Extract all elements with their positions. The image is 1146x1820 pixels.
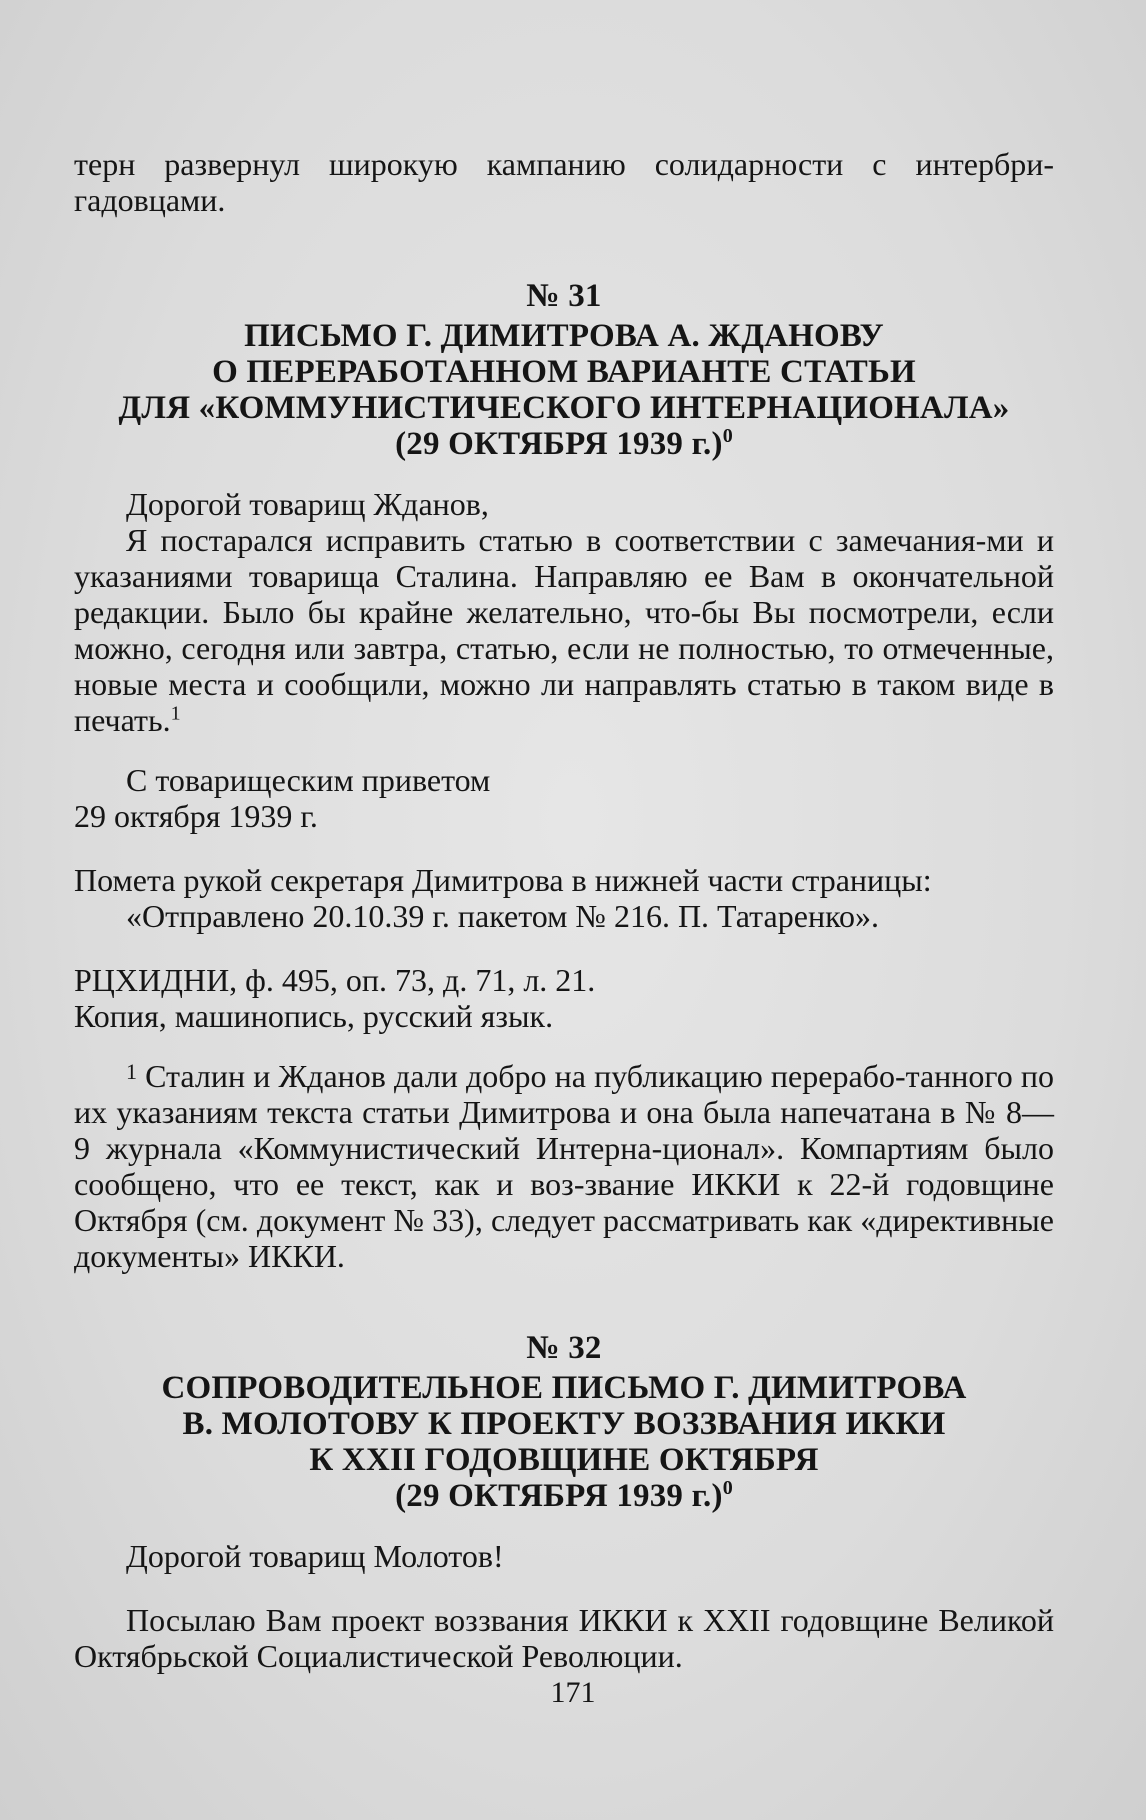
doc31-archive-ref: РЦХИДНИ, ф. 495, оп. 73, д. 71, л. 21. bbox=[74, 962, 596, 998]
doc32-title-line: В. МОЛОТОВУ К ПРОЕКТУ ВОЗЗВАНИЯ ИККИ bbox=[182, 1406, 946, 1442]
doc31-footnote: $^1$ Сталин и Жданов дали добро на публикацию перерабо-танного по их указаниям текста статьи Димитрова и она была напечатана в № 8—9 журнала «Коммунистический Интерна-ционал». Компартиям было сообщено, что ее текст, как и воз-звание ИККИ к 22-й годовщине Октября (см. документ № 33), следует рассматривать как «директивные документы» ИККИ. bbox=[74, 1058, 1055, 1274]
footnote-mark: 1 bbox=[126, 1059, 137, 1084]
doc31-note-text: «Отправлено 20.10.39 г. пакетом № 216. П. Татаренко». bbox=[126, 898, 879, 934]
doc32-title-date: (29 ОКТЯБРЯ 1939 г.)$^0$ bbox=[395, 1477, 733, 1514]
doc32-title-line: СОПРОВОДИТЕЛЬНОЕ ПИСЬМО Г. ДИМИТРОВА bbox=[161, 1370, 967, 1406]
doc32-title-line: К XXII ГОДОВЩИНЕ ОКТЯБРЯ bbox=[309, 1442, 819, 1478]
doc32-heading bbox=[74, 1330, 1054, 1514]
doc32-title-sup: 0 bbox=[722, 1477, 733, 1499]
doc31-number: № 31 bbox=[526, 278, 602, 314]
doc32-salutation: Дорогой товарищ Молотов! bbox=[126, 1538, 504, 1574]
doc31-title-line: О ПЕРЕРАБОТАННОМ ВАРИАНТЕ СТАТЬИ bbox=[212, 354, 916, 390]
doc31-title-line: ПИСЬМО Г. ДИМИТРОВА А. ЖДАНОВУ bbox=[244, 318, 884, 354]
doc31-date: 29 октября 1939 г. bbox=[74, 798, 318, 834]
doc31-footnote-ref: 1 bbox=[170, 702, 181, 725]
doc32-number: № 32 bbox=[526, 1330, 602, 1366]
doc31-copy-info: Копия, машинопись, русский язык. bbox=[74, 998, 554, 1034]
continuation-paragraph: терн развернул широкую кампанию солидарности с интербри-гадовцами. bbox=[74, 146, 1054, 218]
doc32-body: Посылаю Вам проект воззвания ИККИ к XXII годовщине Великой Октябрьской Социалистической Революции. bbox=[74, 1602, 1054, 1674]
doc31-title-line: ДЛЯ «КОММУНИСТИЧЕСКОГО ИНТЕРНАЦИОНАЛА» bbox=[118, 390, 1010, 426]
doc31-note-label: Помета рукой секретаря Димитрова в нижней части страницы: bbox=[74, 862, 932, 898]
doc31-title-sup: 0 bbox=[722, 425, 733, 447]
doc31-closing: С товарищеским приветом bbox=[126, 762, 491, 798]
doc31-body: Я постарался исправить статью в соответствии с замечания-ми и указаниями товарища Сталина. Направляю ее Вам в окончательной редакции. Было бы крайне желательно, что-бы Вы посмотрели, если можно, сегодня или завтра, статью, если не полностью, то отмеченные, новые места и сообщили, можно ли направлять статью в таком виде в печать.$^1$ bbox=[74, 522, 1054, 738]
doc31-salutation: Дорогой товарищ Жданов, bbox=[126, 486, 489, 522]
doc31-heading bbox=[74, 278, 1054, 462]
page-number: 171 bbox=[550, 1676, 596, 1709]
doc31-title-date: (29 ОКТЯБРЯ 1939 г.)$^0$ bbox=[395, 425, 733, 462]
